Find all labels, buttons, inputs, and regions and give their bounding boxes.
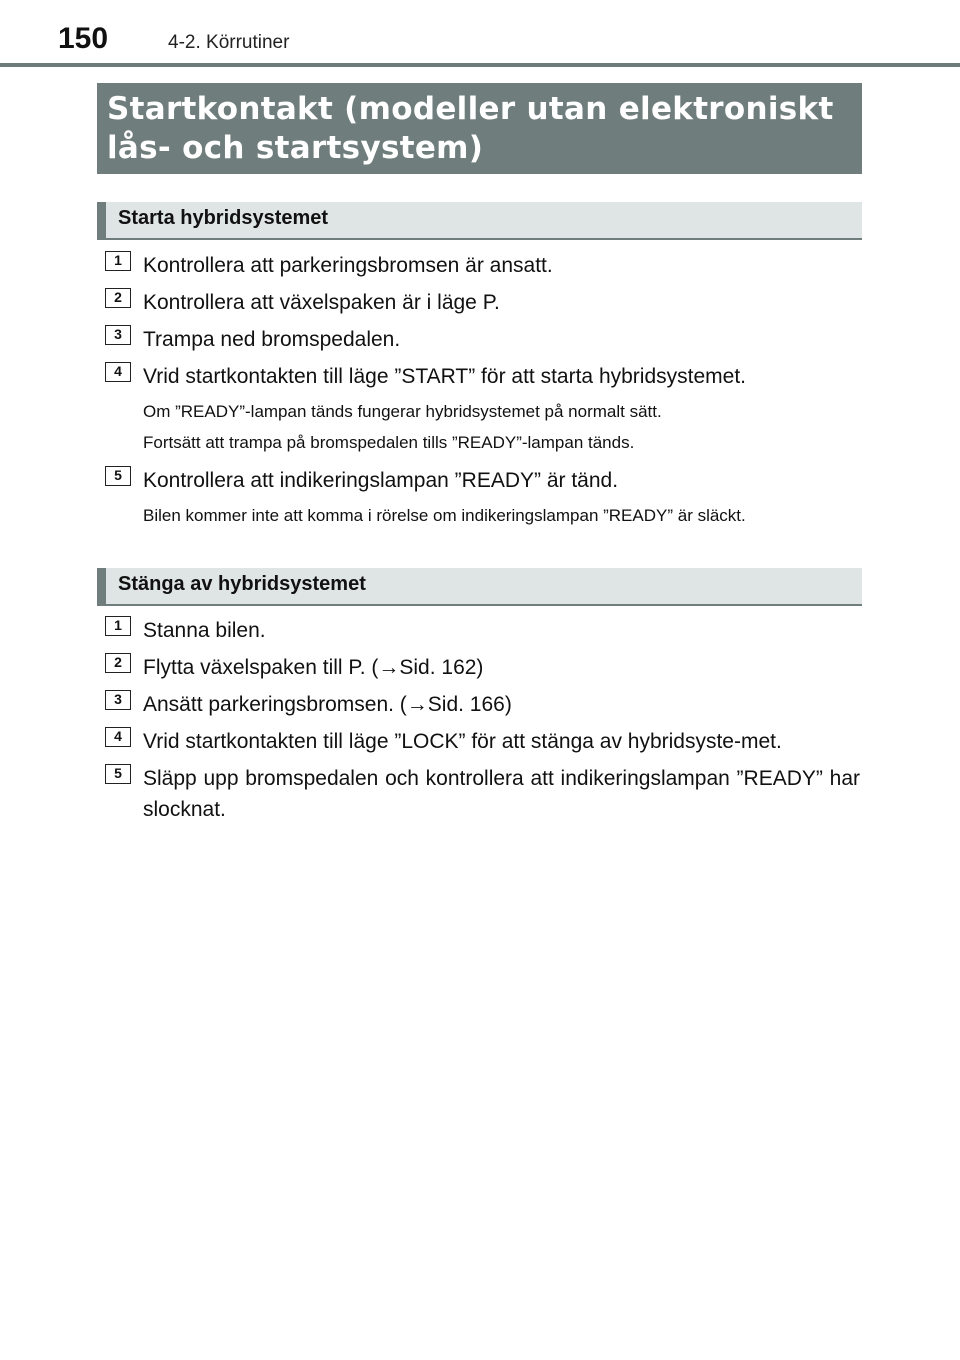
start-steps-list: [105, 250, 860, 528]
step-number-badge: 5: [105, 764, 131, 784]
stop-steps-list: [105, 615, 860, 825]
step-text: Flytta växelspaken till P. (→Sid. 162): [143, 656, 484, 679]
step-text: Trampa ned bromspedalen.: [143, 328, 401, 351]
header-rule: [0, 63, 960, 67]
stop-step-1: [105, 615, 860, 646]
page-title-box: [97, 83, 862, 174]
page-title-line-2: lås- och startsystem): [107, 130, 484, 166]
step-text: Vrid startkontakten till läge ”START” för att starta hybridsystemet.: [143, 365, 746, 388]
step-number-badge: 4: [105, 362, 131, 382]
step-number-badge: 3: [105, 690, 131, 710]
step-number-badge: 2: [105, 653, 131, 673]
step-text: Ansätt parkeringsbromsen. (→Sid. 166): [143, 693, 512, 716]
stop-step-3: [105, 689, 860, 720]
step-text: Stanna bilen.: [143, 619, 266, 642]
page-number: 150: [58, 22, 109, 55]
start-step-1: [105, 250, 860, 281]
stop-step-2: [105, 652, 860, 683]
step-text: Kontrollera att indikeringslampan ”READY” är tänd.: [143, 469, 619, 492]
stop-step-4: [105, 726, 860, 757]
step-text: Kontrollera att växelspaken är i läge P.: [143, 291, 500, 314]
page-title-line-1: Startkontakt (modeller utan elektroniskt: [107, 91, 834, 127]
stop-section-heading: Stänga av hybridsystemet: [97, 568, 862, 606]
step-number-badge: 1: [105, 251, 131, 271]
start-section-heading: Starta hybridsystemet: [97, 202, 862, 240]
start-step-4: [105, 361, 860, 455]
step-text: Vrid startkontakten till läge ”LOCK” för att stänga av hybridsyste-met.: [143, 730, 782, 753]
step-number-badge: 1: [105, 616, 131, 636]
section-reference: 4-2. Körrutiner: [168, 32, 290, 53]
step-text: Kontrollera att parkeringsbromsen är ansatt.: [143, 254, 553, 277]
step-number-badge: 5: [105, 466, 131, 486]
step-text: Släpp upp bromspedalen och kontrollera att indikeringslampan ”READY” har slocknat.: [143, 767, 860, 821]
step-number-badge: 3: [105, 325, 131, 345]
step-number-badge: 2: [105, 288, 131, 308]
step-note: Bilen kommer inte att komma i rörelse om indikeringslampan ”READY” är släckt.: [143, 506, 746, 525]
step-note: Om ”READY”-lampan tänds fungerar hybridsystemet på normalt sätt.: [143, 402, 662, 421]
start-step-2: [105, 287, 860, 318]
start-step-3: [105, 324, 860, 355]
start-step-5: [105, 465, 860, 528]
step-number-badge: 4: [105, 727, 131, 747]
stop-step-5: [105, 763, 860, 825]
step-note: Fortsätt att trampa på bromspedalen tills ”READY”-lampan tänds.: [143, 433, 635, 452]
